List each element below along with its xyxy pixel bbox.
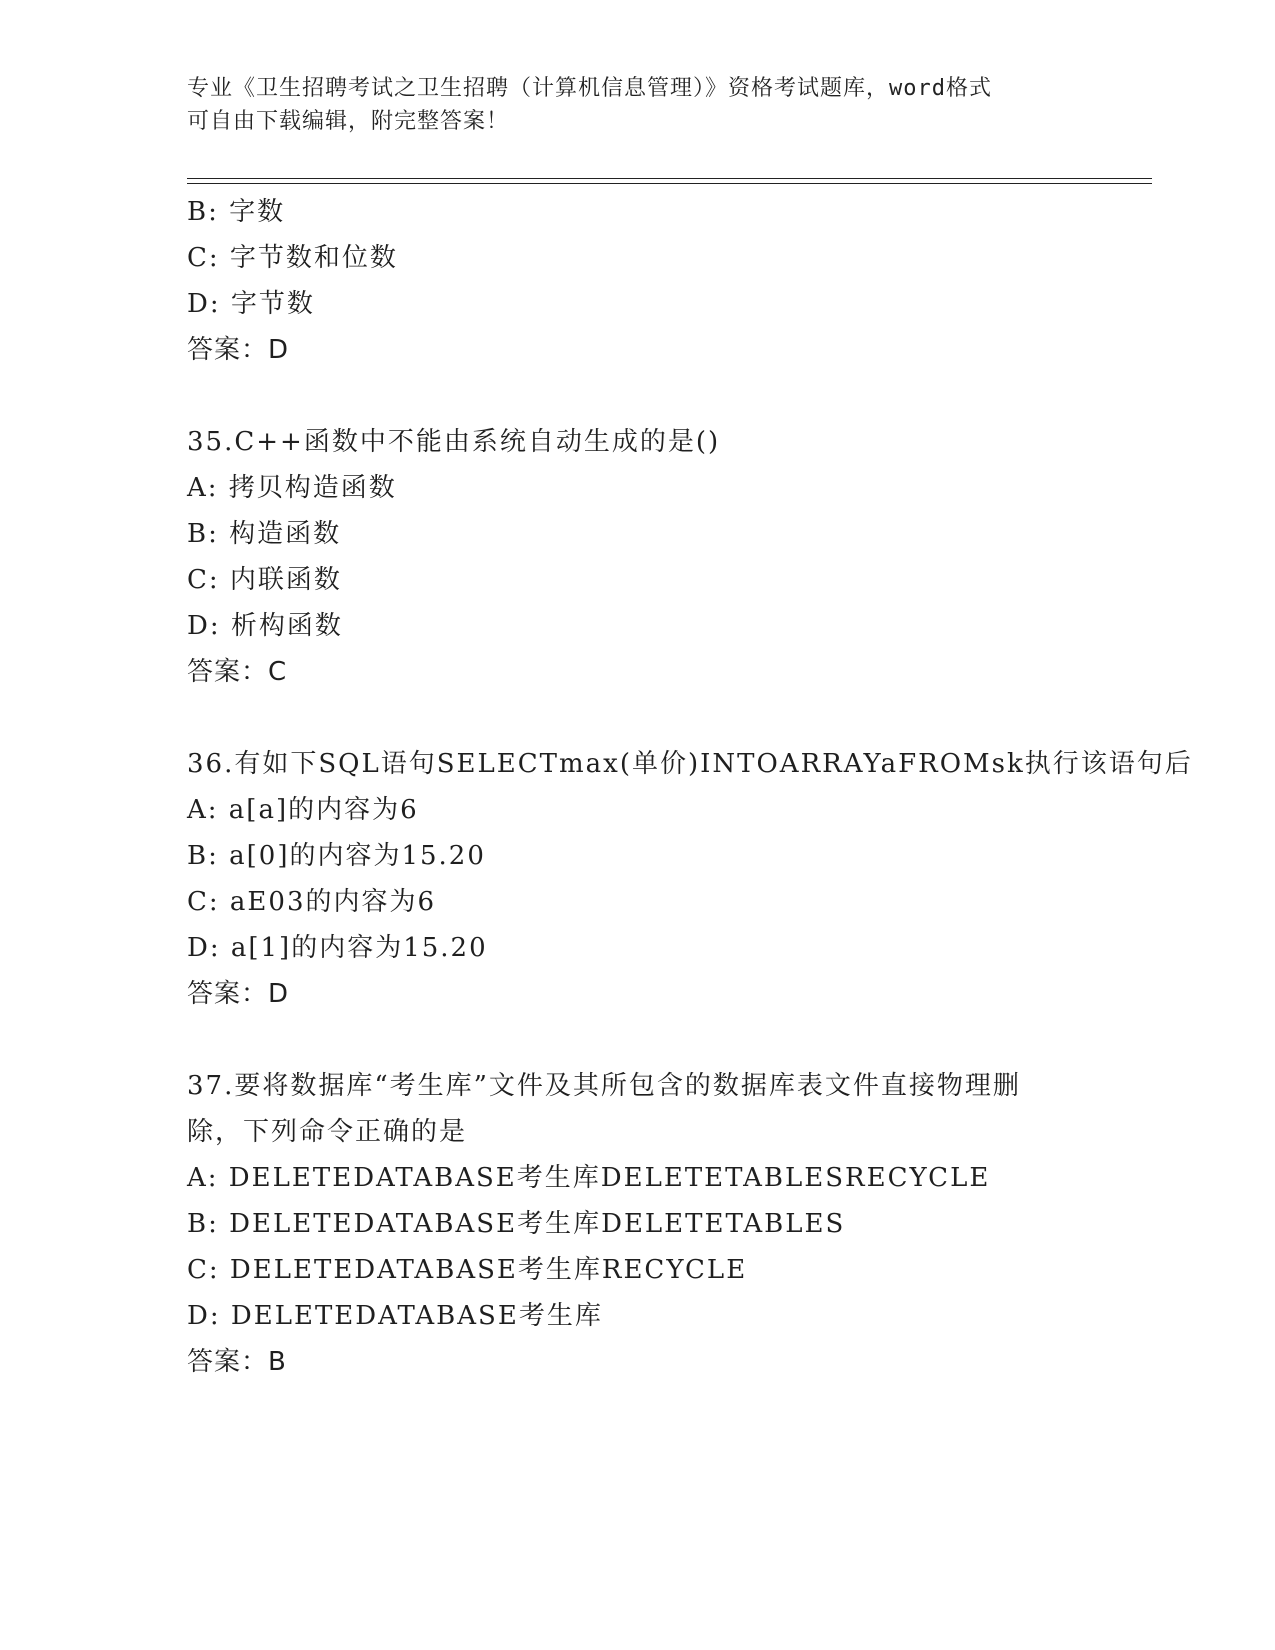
question-36 (187, 741, 1193, 1017)
header-line-1: 专业《卫生招聘考试之卫生招聘（计算机信息管理）》资格考试题库，word格式 (187, 76, 992, 101)
option-d: D: a[1]的内容为15.20 (187, 933, 488, 963)
option-b: B: 构造函数 (187, 519, 342, 549)
option-d: D: 字节数 (187, 289, 315, 319)
question-stem: 37.要将数据库“考生库”文件及其所包含的数据库表文件直接物理删 (187, 1071, 1021, 1101)
option-c: C: aE03的内容为6 (187, 887, 437, 917)
option-c: C: 字节数和位数 (187, 243, 398, 273)
question-stem: 35.C++函数中不能由系统自动生成的是() (187, 427, 721, 457)
header-line-2: 可自由下载编辑，附完整答案！ (187, 109, 510, 134)
question-stem-continued: 除，下列命令正确的是 (187, 1117, 468, 1147)
option-a: A: 拷贝构造函数 (187, 473, 397, 503)
answer: 答案：D (187, 979, 290, 1009)
option-b: B: a[0]的内容为15.20 (187, 841, 486, 871)
question-37 (187, 1063, 1087, 1385)
header-divider-bottom (187, 183, 1152, 184)
question-stem: 36.有如下SQL语句SELECTmax(单价)INTOARRAYaFROMsk执行该语句后 (187, 749, 1193, 779)
answer: 答案：C (187, 657, 288, 687)
question-35 (187, 419, 1087, 695)
option-d: D: 析构函数 (187, 611, 343, 641)
option-a: A: DELETEDATABASE考生库DELETETABLESRECYCLE (187, 1163, 991, 1193)
option-d: D: DELETEDATABASE考生库 (187, 1301, 603, 1331)
option-c: C: DELETEDATABASE考生库RECYCLE (187, 1255, 748, 1285)
option-b: B: DELETEDATABASE考生库DELETETABLES (187, 1209, 846, 1239)
answer: 答案：D (187, 335, 290, 365)
option-c: C: 内联函数 (187, 565, 342, 595)
question-list (187, 189, 1193, 1385)
document-header (187, 72, 1067, 138)
option-b: B: 字数 (187, 197, 286, 227)
option-a: A: a[a]的内容为6 (187, 795, 419, 825)
header-divider-top (187, 178, 1152, 179)
answer: 答案：B (187, 1347, 287, 1377)
question-34-tail (187, 189, 1087, 373)
